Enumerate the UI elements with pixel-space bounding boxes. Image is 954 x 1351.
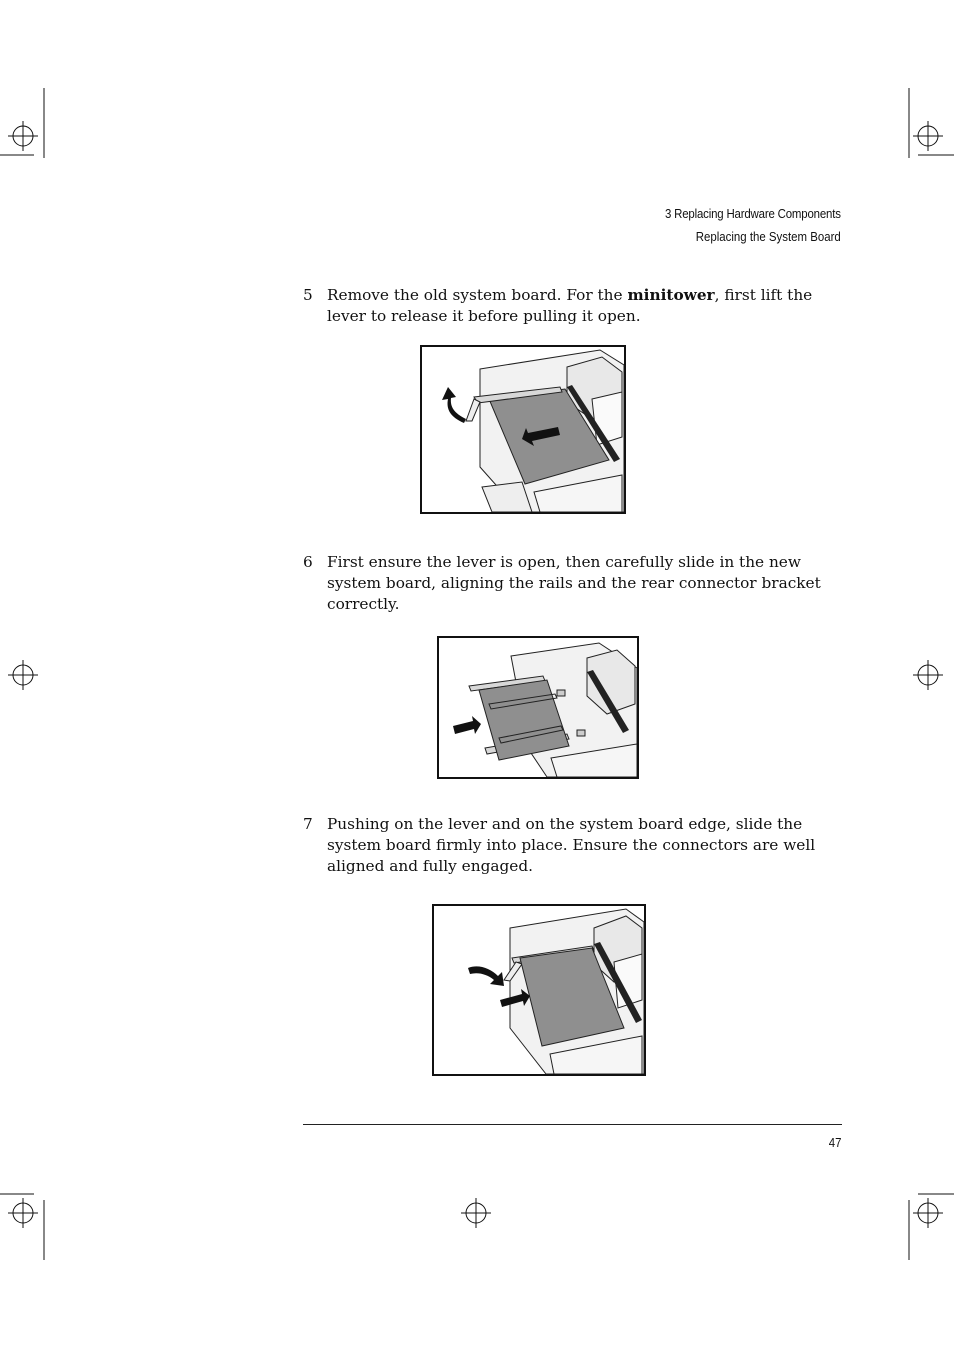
footer-rule (303, 1124, 842, 1125)
step-bold-term: minitower (627, 286, 715, 304)
step-text: First ensure the lever is open, then carefully slide in the new system board, aligning the rails and the rear connector bracket correctly. (327, 553, 821, 613)
page-number: 47 (828, 1135, 841, 1150)
figure-insert-board (437, 636, 639, 779)
figure-remove-board (420, 345, 626, 514)
step-number: 7 (303, 815, 313, 833)
step-text: Remove the old system board. For the minitower, first lift the lever to release it before pulling it open. (327, 286, 813, 325)
step-number: 5 (303, 286, 313, 304)
running-header-section: Replacing the System Board (696, 229, 841, 244)
step-number: 6 (303, 553, 313, 571)
figure-seat-board (432, 904, 646, 1076)
running-header-chapter: 3 Replacing Hardware Components (665, 206, 841, 221)
step-text: Pushing on the lever and on the system board edge, slide the system board firmly into place. Ensure the connectors are well aligned and fully engaged. (327, 815, 816, 875)
